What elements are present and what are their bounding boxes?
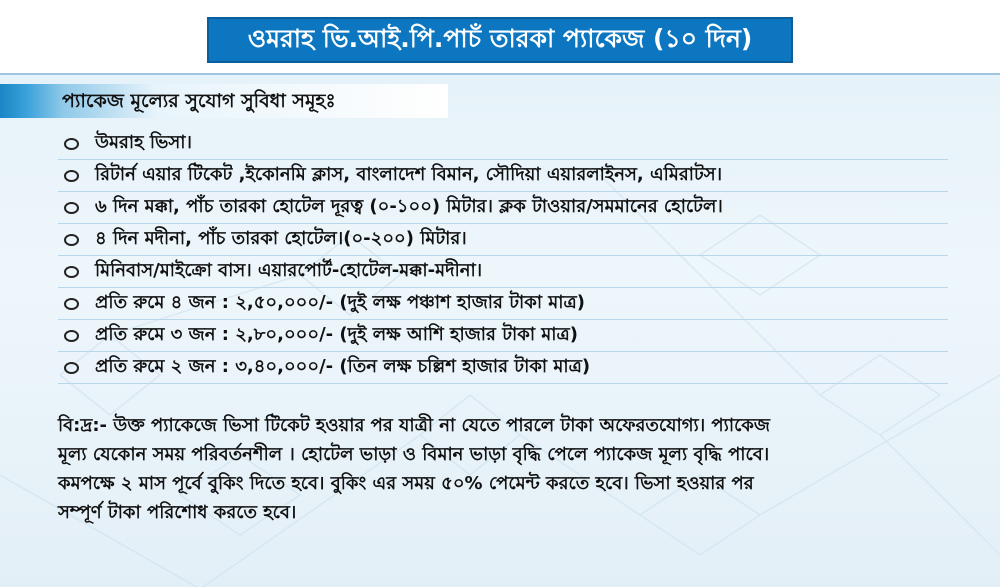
list-item — [58, 192, 948, 224]
bullet-icon — [64, 170, 79, 182]
section-heading: প্যাকেজ মূল্যের সুযোগ সুবিধা সমূহঃ — [62, 90, 336, 112]
price-text: প্রতি রুমে ২ জন : ৩,৪০,০০০/- (তিন লক্ষ চল্লিশ হাজার টাকা মাত্র) — [95, 356, 591, 377]
note-line: মূল্য যেকোন সময় পরিবর্তনশীল । হোটেল ভাড়া ও বিমান ভাড়া বৃদ্ধি পেলে প্যাকেজ মূল্য বৃদ্ধি পাবে। — [58, 444, 770, 465]
note-line: সম্পূর্ণ টাকা পরিশোধ করতে হবে। — [58, 502, 297, 523]
list-item-text: রিটার্ন এয়ার টিকেট ,ইকোনমি ক্লাস, বাংলাদেশ বিমান, সৌদিয়া এয়ারলাইনস, এমিরাটস। — [95, 164, 723, 185]
bullet-icon — [64, 362, 79, 374]
price-item — [58, 320, 948, 352]
list-item-text: ৬ দিন মক্কা, পাঁচ তারকা হোটেল দূরত্ব (০-১০০) মিটার। ক্লক টাওয়ার/সমমানের হোটেল। — [95, 196, 723, 217]
feature-list — [58, 128, 948, 384]
page-title: ওমরাহ ভি.আই.পি.পাচঁ তারকা প্যাকেজ (১০ দিন) — [207, 17, 793, 63]
list-item — [58, 256, 948, 288]
list-item-text: মিনিবাস/মাইক্রো বাস। এয়ারপোর্ট-হোটেল-মক্কা-মদীনা। — [95, 260, 483, 281]
list-item-text: উমরাহ ভিসা। — [95, 132, 192, 153]
list-item — [58, 224, 948, 256]
price-text: প্রতি রুমে ৪ জন : ২,৫০,০০০/- (দুই লক্ষ পঞ্চাশ হাজার টাকা মাত্র) — [95, 292, 585, 313]
note-line: কমপক্ষে ২ মাস পূর্বে বুকিং দিতে হবে। বুকিং এর সময় ৫০% পেমেন্ট করতে হবে। ভিসা হওয়ার পর — [58, 473, 754, 494]
bullet-icon — [64, 234, 79, 246]
price-item — [58, 288, 948, 320]
bullet-icon — [64, 266, 79, 278]
list-item — [58, 160, 948, 192]
note-paragraph — [58, 411, 958, 527]
bullet-icon — [64, 330, 79, 342]
bullet-icon — [64, 202, 79, 214]
bullet-icon — [64, 298, 79, 310]
price-text: প্রতি রুমে ৩ জন : ২,৮০,০০০/- (দুই লক্ষ আশি হাজার টাকা মাত্র) — [95, 324, 578, 345]
list-item — [58, 128, 948, 160]
list-item-text: ৪ দিন মদীনা, পাঁচ তারকা হোটেল।(০-২০০) মিটার। — [95, 228, 467, 249]
bullet-icon — [64, 138, 79, 150]
price-item — [58, 352, 948, 384]
note-line: বি:দ্র:- উক্ত প্যাকেজে ভিসা টিকেট হওয়ার পর যাত্রী না যেতে পারলে টাকা অফেরতযোগ্য। প্যাকেজ — [58, 415, 771, 436]
